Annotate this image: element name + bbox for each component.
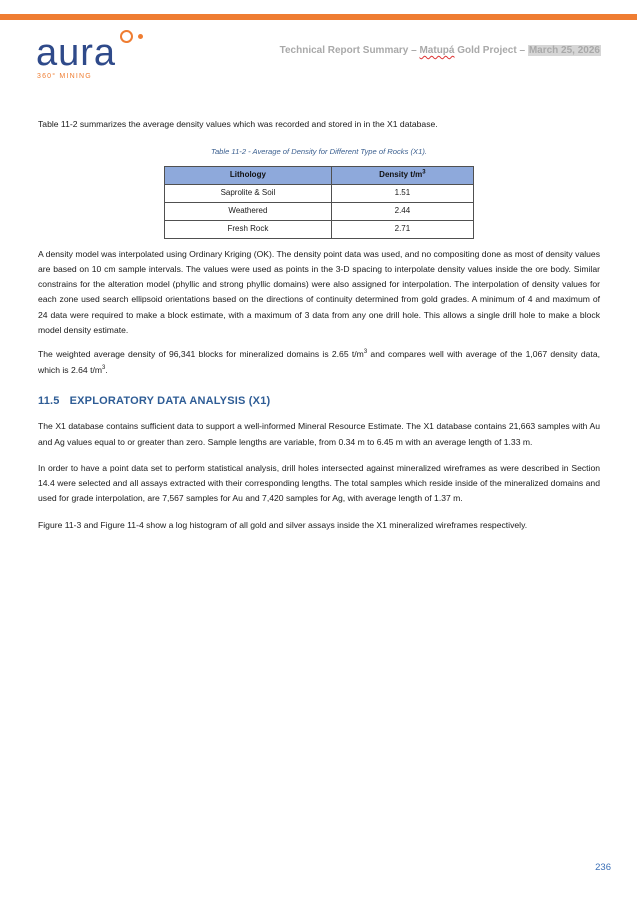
header-title-mid: Gold Project – [454, 45, 528, 56]
weighted-density-text-3: . [105, 364, 108, 375]
density-cell: 1.51 [331, 184, 473, 202]
report-header-title [280, 45, 601, 56]
density-table [164, 166, 474, 239]
statistical-analysis-paragraph: In order to have a point data set to perform statistical analysis, drill holes intersected against mineralized wireframes as were described in Section 14.4 were selected and all assays extracted with their corresponding lengths. The total samples which reside inside of the mineralized domains and used for grade interpolation, are 7,567 samples for Au and 7,420 samples for Ag, with average length of 1.37 m. [38, 462, 600, 504]
lithology-cell: Weathered [165, 202, 332, 220]
section-number: 11.5 [38, 394, 60, 407]
header-date: March 25, 2026 [528, 45, 600, 56]
header-lithology: Lithology [165, 166, 332, 184]
section-heading [38, 394, 600, 409]
header-title-prefix: Technical Report Summary – [279, 45, 420, 56]
table-header-row [165, 166, 474, 184]
table-row [165, 220, 474, 238]
logo-wordmark: aura [36, 32, 117, 74]
page-body [38, 117, 600, 533]
page-number: 236 [595, 862, 611, 873]
x1-database-paragraph: The X1 database contains sufficient data to support a well-informed Mineral Resource Estimate. The X1 database contains 21,663 samples with Au and Ag values equal to or greater than zero. Sample lengths are variable, from 0.34 m to 6.45 m with an average length of 1.33 m. [38, 421, 600, 447]
logo-ring-icon [120, 30, 133, 43]
header-project-name: Matupá [419, 45, 455, 56]
table-row [165, 202, 474, 220]
section-title: EXPLORATORY DATA ANALYSIS (X1) [69, 394, 271, 407]
figures-reference-paragraph: Figure 11-3 and Figure 11-4 show a log histogram of all gold and silver assays inside the X1 mineralized wireframes respectively. [38, 519, 528, 530]
table-caption: Table 11-2 - Average of Density for Different Type of Rocks (X1). [211, 147, 427, 157]
logo-subtitle: 360° MINING [37, 73, 92, 80]
superscript-1: 3 [363, 349, 368, 356]
weighted-density-text-2: and compares well with average of the 1,067 density data, which is 2.64 t/m [38, 349, 600, 375]
lithology-cell: Saprolite & Soil [165, 184, 332, 202]
density-model-paragraph: A density model was interpolated using Ordinary Kriging (OK). The density point data was used, and no compositing done as most of density values are based on 10 cm sample intervals. The values were used as points in the 3-D spacing to interpolate density values inside the ore body. Similar constrains for the alteration model (phyllic and strong phyllic domains) were also assigned for interpolation. The interpolation of density values for each zone used search ellipsoid orientations based on the directions of continuity determined from gold grades. A minimum of 4 and maximum of 24 data were required to make a block estimate, with a maximum of 3 data from any one drill hole. This allows a single drill hole to make a block model density estimate. [38, 248, 600, 336]
logo-dot-icon [138, 34, 143, 39]
table-row [165, 184, 474, 202]
header-accent-bar [0, 14, 637, 20]
superscript-2: 3 [102, 364, 106, 371]
density-cell: 2.44 [331, 202, 473, 220]
header-density [331, 166, 473, 184]
weighted-density-paragraph [38, 347, 600, 378]
density-cell: 2.71 [331, 220, 473, 238]
aura-logo [36, 24, 156, 84]
header-density-superscript: 3 [422, 169, 426, 176]
intro-paragraph: Table 11-2 summarizes the average density values which was recorded and stored in in the X1 database. [38, 119, 438, 129]
lithology-cell: Fresh Rock [165, 220, 332, 238]
weighted-density-text-1: The weighted average density of 96,341 blocks for mineralized domains is 2.65 t/m [38, 349, 364, 360]
header-density-label: Density t/m [379, 170, 423, 180]
